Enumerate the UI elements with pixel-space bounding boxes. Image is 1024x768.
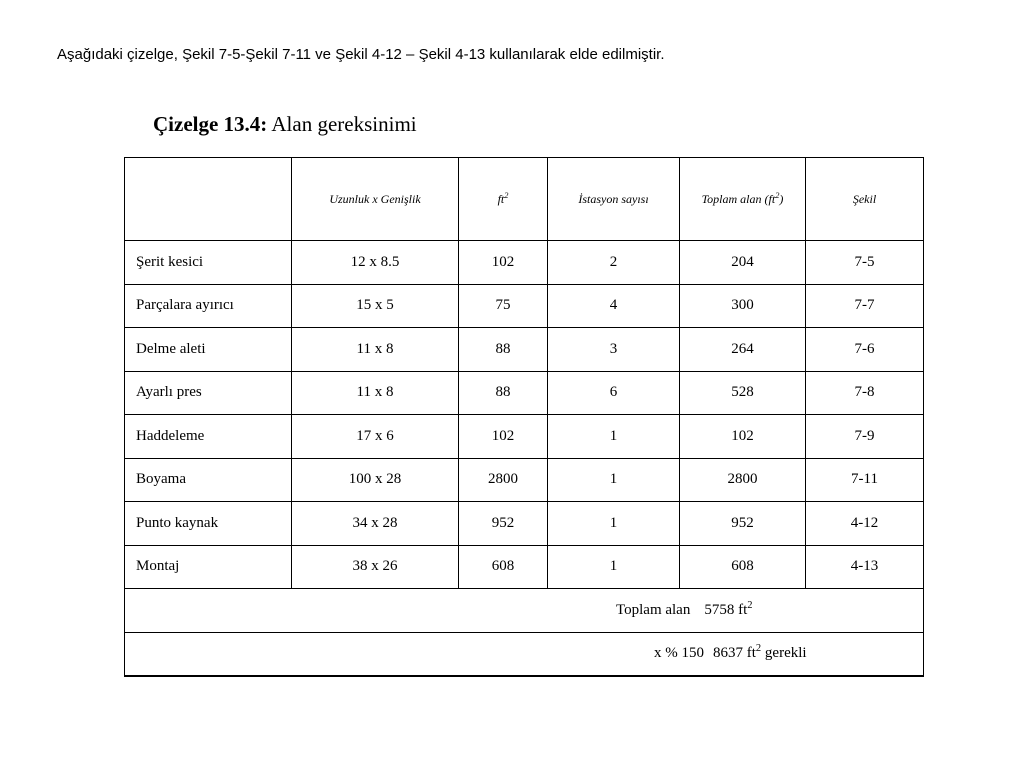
cell-name: Parçalara ayırıcı xyxy=(125,284,292,328)
table-row xyxy=(125,371,924,415)
cell-count: 3 xyxy=(548,328,680,372)
cell-size: 15 x 5 xyxy=(292,284,459,328)
cell-area: 102 xyxy=(459,415,548,459)
total-area-row xyxy=(125,589,924,633)
cell-count: 1 xyxy=(548,502,680,546)
cell-count: 6 xyxy=(548,371,680,415)
table-row xyxy=(125,415,924,459)
header-ft2-base: ft xyxy=(497,191,505,206)
cell-size: 11 x 8 xyxy=(292,328,459,372)
cell-size: 12 x 8.5 xyxy=(292,241,459,285)
cell-total: 952 xyxy=(680,502,806,546)
cell-figure: 7-5 xyxy=(806,241,924,285)
header-size: Uzunluk x Genişlik xyxy=(292,158,459,241)
cell-figure: 7-6 xyxy=(806,328,924,372)
total-area-cell xyxy=(125,589,924,633)
cell-count: 1 xyxy=(548,415,680,459)
header-ft2-exp: 2 xyxy=(504,190,509,200)
table-row xyxy=(125,328,924,372)
table-caption xyxy=(153,112,417,137)
required-area-exp: 2 xyxy=(755,643,762,655)
cell-area: 2800 xyxy=(459,458,548,502)
total-area-value: 5758 ft xyxy=(704,601,748,618)
cell-area: 88 xyxy=(459,371,548,415)
cell-name: Delme aleti xyxy=(125,328,292,372)
header-figure: Şekil xyxy=(806,158,924,241)
cell-area: 952 xyxy=(459,502,548,546)
table-row xyxy=(125,502,924,546)
cell-count: 1 xyxy=(548,545,680,589)
cell-figure: 7-11 xyxy=(806,458,924,502)
total-area-exp: 2 xyxy=(747,599,753,611)
cell-figure: 7-9 xyxy=(806,415,924,459)
cell-count: 1 xyxy=(548,458,680,502)
header-ft2 xyxy=(459,158,548,241)
caption-title: Alan gereksinimi xyxy=(271,112,417,136)
table-row xyxy=(125,241,924,285)
cell-count: 4 xyxy=(548,284,680,328)
cell-total: 204 xyxy=(680,241,806,285)
cell-total: 528 xyxy=(680,371,806,415)
cell-total: 102 xyxy=(680,415,806,459)
cell-count: 2 xyxy=(548,241,680,285)
cell-name: Şerit kesici xyxy=(125,241,292,285)
required-area-suffix: gerekli xyxy=(761,645,807,662)
table-header-row xyxy=(125,158,924,241)
cell-name: Ayarlı pres xyxy=(125,371,292,415)
cell-figure: 7-8 xyxy=(806,371,924,415)
cell-size: 17 x 6 xyxy=(292,415,459,459)
caption-label: Çizelge 13.4: xyxy=(153,112,268,136)
total-area-label: Toplam alan xyxy=(616,601,691,618)
header-total-area xyxy=(680,158,806,241)
cell-size: 38 x 26 xyxy=(292,545,459,589)
table-row xyxy=(125,545,924,589)
header-stations: İstasyon sayısı xyxy=(548,158,680,241)
header-total-exp: 2 xyxy=(775,190,780,200)
cell-size: 11 x 8 xyxy=(292,371,459,415)
cell-size: 100 x 28 xyxy=(292,458,459,502)
cell-total: 300 xyxy=(680,284,806,328)
intro-text: Aşağıdaki çizelge, Şekil 7-5-Şekil 7-11 ve Şekil 4-12 – Şekil 4-13 kullanılarak elde edilmiştir. xyxy=(57,46,665,63)
cell-name: Haddeleme xyxy=(125,415,292,459)
factor-label: x % 150 xyxy=(654,645,704,662)
cell-size: 34 x 28 xyxy=(292,502,459,546)
cell-area: 102 xyxy=(459,241,548,285)
cell-total: 2800 xyxy=(680,458,806,502)
cell-figure: 4-12 xyxy=(806,502,924,546)
cell-name: Montaj xyxy=(125,545,292,589)
cell-figure: 4-13 xyxy=(806,545,924,589)
header-total-close: ) xyxy=(779,191,784,206)
required-area-value: 8637 ft xyxy=(713,645,756,662)
table-row xyxy=(125,284,924,328)
cell-area: 75 xyxy=(459,284,548,328)
area-requirement-table xyxy=(124,157,924,677)
required-area-cell xyxy=(125,632,924,676)
cell-area: 608 xyxy=(459,545,548,589)
cell-name: Boyama xyxy=(125,458,292,502)
required-area-row xyxy=(125,632,924,676)
cell-total: 264 xyxy=(680,328,806,372)
cell-total: 608 xyxy=(680,545,806,589)
cell-area: 88 xyxy=(459,328,548,372)
header-blank xyxy=(125,158,292,241)
header-total-base: Toplam alan (ft xyxy=(701,191,776,206)
cell-figure: 7-7 xyxy=(806,284,924,328)
cell-name: Punto kaynak xyxy=(125,502,292,546)
table-row xyxy=(125,458,924,502)
